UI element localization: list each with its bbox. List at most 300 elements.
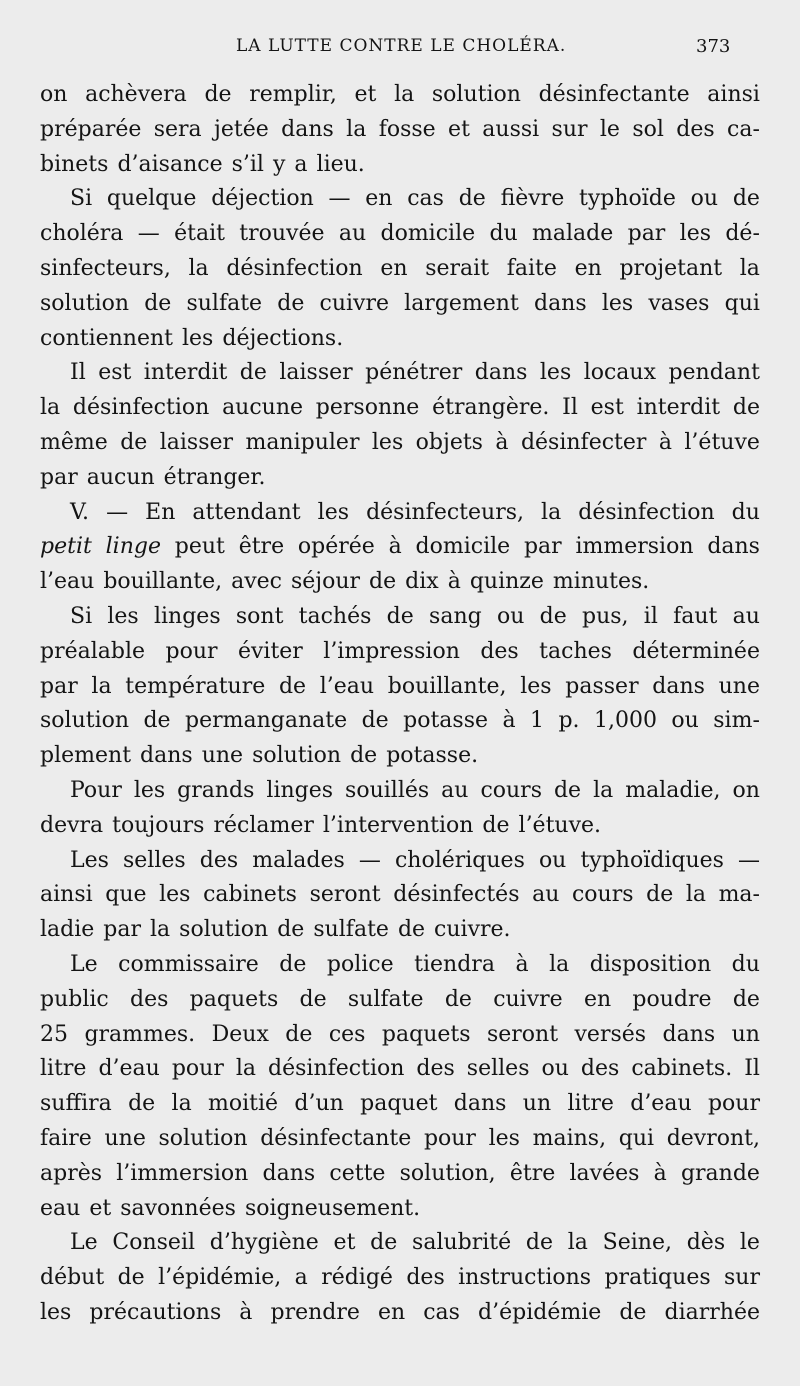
text-line xyxy=(40,704,760,739)
word: ainsi xyxy=(40,882,93,908)
word: Seine, xyxy=(602,1230,672,1256)
word: déjections. xyxy=(222,325,344,351)
word: désinfecteurs, xyxy=(366,499,524,525)
text-line xyxy=(40,1122,760,1157)
word: grands xyxy=(177,777,255,803)
word: seront xyxy=(309,882,381,908)
word: malade xyxy=(532,221,614,247)
word: désinfection xyxy=(226,255,363,281)
word: domicile xyxy=(380,221,476,247)
word: sur xyxy=(724,1265,760,1291)
word: dans xyxy=(662,1021,716,1047)
word: aucune xyxy=(222,395,304,421)
word: on xyxy=(732,777,760,803)
word: trouvée xyxy=(239,221,325,247)
word: de xyxy=(239,360,267,386)
word: réclamer xyxy=(213,812,314,838)
word: solution xyxy=(158,1125,248,1151)
word: plement xyxy=(40,743,132,769)
word: de xyxy=(128,1091,156,1117)
word: est xyxy=(590,395,624,421)
word: pour xyxy=(707,1091,760,1117)
word: la xyxy=(685,882,706,908)
word: à xyxy=(515,951,529,977)
word: cabinets xyxy=(203,882,297,908)
word: litre xyxy=(40,1056,87,1082)
word: par xyxy=(103,917,142,943)
word: il xyxy=(643,603,658,629)
word: après xyxy=(40,1160,103,1186)
word: sulfate xyxy=(347,986,424,1012)
word: sulfate xyxy=(313,917,389,943)
word: avec xyxy=(231,569,282,595)
text-line xyxy=(40,1226,760,1261)
word: la xyxy=(150,917,171,943)
word: la xyxy=(188,255,209,281)
word: qui xyxy=(724,290,760,316)
word: a xyxy=(294,151,308,177)
word: pour xyxy=(165,638,218,664)
word: la xyxy=(567,1230,588,1256)
word: les xyxy=(520,673,552,699)
word: projetant xyxy=(619,255,723,281)
word: sol xyxy=(632,116,664,142)
word: de xyxy=(277,290,305,316)
word: des xyxy=(580,1056,620,1082)
text-line xyxy=(40,252,760,287)
page-number: 373 xyxy=(696,36,731,57)
word: à xyxy=(447,569,461,595)
word: Les xyxy=(70,847,109,873)
word: les xyxy=(107,603,139,629)
word: des xyxy=(676,116,715,142)
word: la xyxy=(40,395,61,421)
word: et xyxy=(448,116,470,142)
word: des xyxy=(416,1056,455,1082)
word: de xyxy=(350,743,378,769)
word: solution xyxy=(40,708,130,734)
word: la xyxy=(346,116,367,142)
word: de xyxy=(553,777,582,803)
word: — xyxy=(137,221,160,247)
word: petit xyxy=(40,534,92,560)
word: une xyxy=(104,1125,146,1151)
word: préparée xyxy=(40,116,142,142)
word: la xyxy=(541,499,562,525)
word: grande xyxy=(680,1160,760,1186)
word: de xyxy=(539,603,567,629)
word: interdit xyxy=(636,395,721,421)
text-line xyxy=(40,182,760,217)
word: à xyxy=(239,1299,253,1325)
word: de xyxy=(370,1230,398,1256)
word: dans xyxy=(140,743,193,769)
text-line xyxy=(40,113,760,148)
word: éviter xyxy=(237,638,303,664)
word: début xyxy=(40,1265,105,1291)
word: linges xyxy=(153,603,221,629)
word: Si xyxy=(70,603,93,629)
word: être xyxy=(509,1160,556,1186)
word: ma- xyxy=(718,882,760,908)
word: dans xyxy=(707,534,760,560)
text-line xyxy=(40,600,760,635)
word: dès xyxy=(686,1230,726,1256)
word: l’épidémie, xyxy=(158,1265,282,1291)
word: commissaire xyxy=(118,951,259,977)
word: température xyxy=(125,673,266,699)
word: p. xyxy=(558,708,580,734)
word: prendre xyxy=(270,1299,360,1325)
word: du xyxy=(489,221,518,247)
text-line xyxy=(40,1052,760,1087)
word: l’eau xyxy=(40,569,95,595)
word: de xyxy=(482,812,510,838)
word: suffira xyxy=(40,1091,112,1117)
word: manipuler xyxy=(245,429,360,455)
word: — xyxy=(328,186,351,212)
word: et xyxy=(333,1230,356,1256)
word: être xyxy=(238,534,285,560)
word: était xyxy=(174,221,225,247)
word: pour xyxy=(171,1056,224,1082)
text-line xyxy=(40,78,760,113)
word: linges xyxy=(266,777,334,803)
word: au xyxy=(532,882,560,908)
word: Il xyxy=(744,1056,760,1082)
word: Pour xyxy=(70,777,122,803)
word: permanganate xyxy=(185,708,348,734)
word: des xyxy=(406,1265,445,1291)
text-line xyxy=(40,739,760,774)
word: quelque xyxy=(106,186,197,212)
word: à xyxy=(658,429,672,455)
text-line xyxy=(40,1018,760,1053)
word: bouillante, xyxy=(387,673,507,699)
word: dans xyxy=(652,673,705,699)
word: potasse. xyxy=(386,743,479,769)
word: à xyxy=(495,429,509,455)
word: domicile xyxy=(415,534,511,560)
word: ladie xyxy=(40,917,95,943)
word: les xyxy=(488,1125,520,1151)
word: maladie, xyxy=(625,777,721,803)
word: précautions xyxy=(89,1299,222,1325)
word: cours xyxy=(480,777,542,803)
word: Si xyxy=(70,186,93,212)
word: de xyxy=(732,395,760,421)
word: du xyxy=(731,499,760,525)
word: En xyxy=(145,499,176,525)
word: en xyxy=(574,255,602,281)
word: désinfection xyxy=(268,1056,405,1082)
text-line xyxy=(40,774,760,809)
word: malades xyxy=(252,847,345,873)
word: immersion xyxy=(575,534,694,560)
word: tachés xyxy=(298,603,372,629)
word: désinfection xyxy=(72,395,210,421)
word: soigneusement. xyxy=(244,1195,421,1221)
word: d’aisance xyxy=(117,151,223,177)
word: les xyxy=(40,1299,72,1325)
word: binets xyxy=(40,151,109,177)
word: en xyxy=(377,1299,406,1325)
word: seront xyxy=(486,1021,559,1047)
word: bouillante, xyxy=(103,569,223,595)
word: public xyxy=(40,986,109,1012)
word: séjour xyxy=(290,569,361,595)
word: une xyxy=(201,743,244,769)
word: instructions xyxy=(458,1265,592,1291)
text-line xyxy=(40,878,760,913)
word: Il xyxy=(562,395,578,421)
word: solution xyxy=(431,82,521,107)
word: cuivre. xyxy=(434,917,511,943)
word: cas xyxy=(407,186,444,212)
word: solution xyxy=(252,743,342,769)
word: pénétrer xyxy=(365,360,463,386)
text-line xyxy=(40,844,760,879)
body-text xyxy=(40,78,760,1331)
word: litre xyxy=(567,1091,614,1117)
word: devra xyxy=(40,812,104,838)
word: sera xyxy=(153,116,202,142)
word: l’intervention xyxy=(322,812,474,838)
word: même xyxy=(40,429,108,455)
word: ainsi xyxy=(707,82,760,107)
word: solution, xyxy=(399,1160,496,1186)
word: l’eau xyxy=(319,673,375,699)
word: que xyxy=(105,882,147,908)
word: quinze xyxy=(469,569,544,595)
word: cours xyxy=(571,882,634,908)
word: grammes. xyxy=(84,1021,196,1047)
word: — xyxy=(358,847,381,873)
word: l’étuve xyxy=(684,429,760,455)
word: aucun xyxy=(86,464,155,490)
word: jetée xyxy=(214,116,269,142)
word: par xyxy=(523,534,562,560)
word: remplir, xyxy=(249,82,337,107)
word: est xyxy=(98,360,132,386)
word: l’impression xyxy=(323,638,460,664)
word: s’il xyxy=(231,151,264,177)
word: ou xyxy=(538,847,567,873)
word: les xyxy=(371,429,404,455)
word: — xyxy=(106,499,129,525)
word: de xyxy=(117,1265,145,1291)
text-line xyxy=(40,913,760,948)
word: de xyxy=(619,1299,647,1325)
page-header xyxy=(0,36,800,68)
word: faut xyxy=(673,603,718,629)
text-line xyxy=(40,1261,760,1296)
word: qui xyxy=(618,1125,655,1151)
word: eau xyxy=(40,1195,81,1221)
word: désinfectante xyxy=(538,82,690,107)
word: ca- xyxy=(727,116,760,142)
word: dans xyxy=(262,1160,316,1186)
word: d’hygiène xyxy=(209,1230,319,1256)
word: au xyxy=(441,777,469,803)
word: de xyxy=(646,882,674,908)
word: minutes. xyxy=(552,569,650,595)
word: salubrité xyxy=(412,1230,512,1256)
text-line xyxy=(40,322,760,357)
word: tiendra xyxy=(414,951,495,977)
word: 25 xyxy=(40,1021,68,1047)
word: souillés xyxy=(345,777,430,803)
word: par xyxy=(40,464,78,490)
word: — xyxy=(738,847,760,873)
word: fièvre xyxy=(500,186,565,212)
word: les xyxy=(601,290,634,316)
text-line xyxy=(40,565,760,600)
word: les xyxy=(159,882,191,908)
word: par xyxy=(627,221,666,247)
word: mains, xyxy=(532,1125,607,1151)
word: sinfecteurs, xyxy=(40,255,171,281)
word: désinfecter xyxy=(520,429,647,455)
word: sur xyxy=(551,116,588,142)
running-title: LA LUTTE CONTRE LE CHOLÉRA. xyxy=(236,36,567,56)
word: au xyxy=(732,603,760,629)
text-line xyxy=(40,1296,760,1331)
word: cuivre xyxy=(493,986,563,1012)
word: de xyxy=(204,82,232,107)
word: de xyxy=(299,986,327,1012)
text-line xyxy=(40,391,760,426)
word: le xyxy=(599,116,620,142)
word: 1 xyxy=(530,708,545,734)
word: V. xyxy=(70,499,90,525)
word: interdit xyxy=(143,360,228,386)
word: la xyxy=(739,255,760,281)
word: un xyxy=(731,1021,760,1047)
word: locaux xyxy=(583,360,656,386)
word: de xyxy=(458,186,486,212)
word: le xyxy=(739,1230,760,1256)
word: des xyxy=(199,847,239,873)
word: de xyxy=(525,1230,553,1256)
word: selles xyxy=(466,1056,530,1082)
word: vases xyxy=(648,290,710,316)
word: étranger. xyxy=(163,464,266,490)
word: versés xyxy=(574,1021,647,1047)
word: les xyxy=(133,777,166,803)
word: de xyxy=(278,673,307,699)
word: des xyxy=(480,638,519,664)
text-line xyxy=(40,948,760,983)
word: d’eau xyxy=(98,1056,160,1082)
word: laisser xyxy=(279,360,353,386)
word: de xyxy=(732,986,760,1012)
word: passer xyxy=(565,673,639,699)
word: pratiques xyxy=(604,1265,711,1291)
word: dans xyxy=(281,116,334,142)
word: de xyxy=(285,1021,313,1047)
word: serait xyxy=(425,255,490,281)
word: pus, xyxy=(581,603,629,629)
word: et xyxy=(354,82,377,107)
word: aussi xyxy=(482,116,540,142)
word: préalable xyxy=(40,638,146,664)
word: cholériques xyxy=(394,847,525,873)
word: typhoïdiques xyxy=(580,847,724,873)
word: d’eau xyxy=(630,1091,692,1117)
word: de xyxy=(397,917,426,943)
word: pendant xyxy=(668,360,760,386)
word: dans xyxy=(474,360,528,386)
text-line xyxy=(40,983,760,1018)
word: ces xyxy=(328,1021,366,1047)
word: de xyxy=(120,429,148,455)
text-line xyxy=(40,217,760,252)
word: Il xyxy=(70,360,86,386)
word: la xyxy=(394,82,415,107)
word: ou xyxy=(690,186,719,212)
word: en xyxy=(380,255,408,281)
word: l’étuve. xyxy=(518,812,602,838)
word: les xyxy=(679,221,712,247)
word: solution xyxy=(40,290,130,316)
word: de xyxy=(143,708,171,734)
word: du xyxy=(731,951,760,977)
word: de xyxy=(279,951,307,977)
word: attendant xyxy=(192,499,301,525)
word: la xyxy=(549,951,570,977)
word: ou xyxy=(541,1056,569,1082)
word: dans xyxy=(453,1091,507,1117)
text-line xyxy=(40,496,760,531)
word: lieu. xyxy=(316,151,365,177)
word: de xyxy=(386,603,414,629)
text-line xyxy=(40,635,760,670)
word: contiennent xyxy=(40,325,173,351)
word: à xyxy=(653,1160,667,1186)
word: Conseil xyxy=(112,1230,196,1256)
word: désinfection xyxy=(578,499,715,525)
word: paquet xyxy=(360,1091,438,1117)
word: les xyxy=(317,499,350,525)
word: dix xyxy=(405,569,439,595)
word: déterminée xyxy=(632,638,760,664)
word: choléra xyxy=(40,221,124,247)
word: pour xyxy=(423,1125,476,1151)
word: police xyxy=(326,951,394,977)
word: la xyxy=(171,1091,192,1117)
word: diarrhée xyxy=(664,1299,760,1325)
word: la xyxy=(91,673,112,699)
word: des xyxy=(130,986,169,1012)
word: cuivre xyxy=(319,290,389,316)
word: poudre xyxy=(632,986,712,1012)
word: moitié xyxy=(208,1091,279,1117)
word: paquets xyxy=(381,1021,471,1047)
word: étrangère. xyxy=(432,395,550,421)
word: par xyxy=(40,673,78,699)
word: à xyxy=(388,534,402,560)
word: objets xyxy=(415,429,483,455)
word: en xyxy=(583,986,612,1012)
word: sang xyxy=(429,603,482,629)
text-line xyxy=(40,148,760,183)
word: y xyxy=(272,151,286,177)
word: d’épidémie xyxy=(478,1299,602,1325)
word: cette xyxy=(329,1160,386,1186)
word: lavées xyxy=(569,1160,640,1186)
word: de xyxy=(144,290,172,316)
